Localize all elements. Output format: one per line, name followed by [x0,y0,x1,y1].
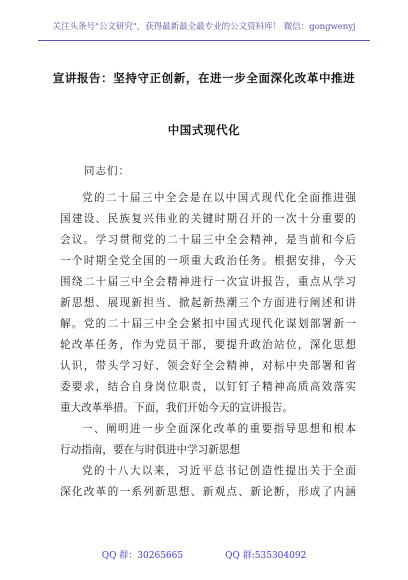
document-title: 宣讲报告：坚持守正创新，在进一步全面深化改革中推进 [52,71,356,85]
body-line: 党的十八大以来，习近平总书记创造性提出关于全面 [82,465,356,477]
body-line: 重大改革举措。下面，我们开始今天的宣讲报告。 [60,402,294,414]
footer-qq-group-2: QQ 群:535304092 [225,551,307,561]
body-line: 新思想、展现新担当、掀起新热潮三个方面进行阐述和讲 [60,297,356,309]
body-line: 会议。学习贯彻党的二十届三中全会精神，是当前和今后 [60,234,356,246]
body-line: 委要求，结合自身岗位职责，以钉钉子精神高质高效落实 [60,381,356,393]
footer-qq-group-1: QQ 群：30265665 [101,551,184,561]
greeting: 同志们： [84,165,130,177]
body-line: 一个时期全党全国的一项重大政治任务。根据安排，今天 [60,255,356,267]
header-banner: 关注头条号"公文研究"，获得最新最全最专业的公文资料库！ 微信：gongwenyj [52,22,356,32]
body-line: 解。党的二十届三中全会紧扣中国式现代化谋划部署新一 [60,318,356,330]
body-line: 轮改革任务，作为党员干部，要提升政治站位，深化思想 [60,339,356,351]
body-line: 深化改革的一系列新思想、新观点、新论断，形成了内涵 [60,486,356,498]
body-line: 国建设、民族复兴伟业的关键时期召开的一次十分重要的 [60,213,356,225]
section-heading-line: 行动指南，要在与时俱进中学习新思想 [60,444,241,456]
body-line: 认识，带头学习好、领会好全会精神，对标中央部署和省 [60,360,356,372]
body-line: 围绕二十届三中全会精神进行一次宣讲报告，重点从学习 [60,276,356,288]
body-text [60,188,356,503]
footer [0,548,408,561]
header-divider [38,40,370,41]
section-heading-line: 一、阐明进一步全面深化改革的重要指导思想和根本 [82,423,356,435]
document-title-continued: 中国式现代化 [167,123,241,137]
body-line: 党的二十届三中全会是在以中国式现代化全面推进强 [82,192,356,204]
